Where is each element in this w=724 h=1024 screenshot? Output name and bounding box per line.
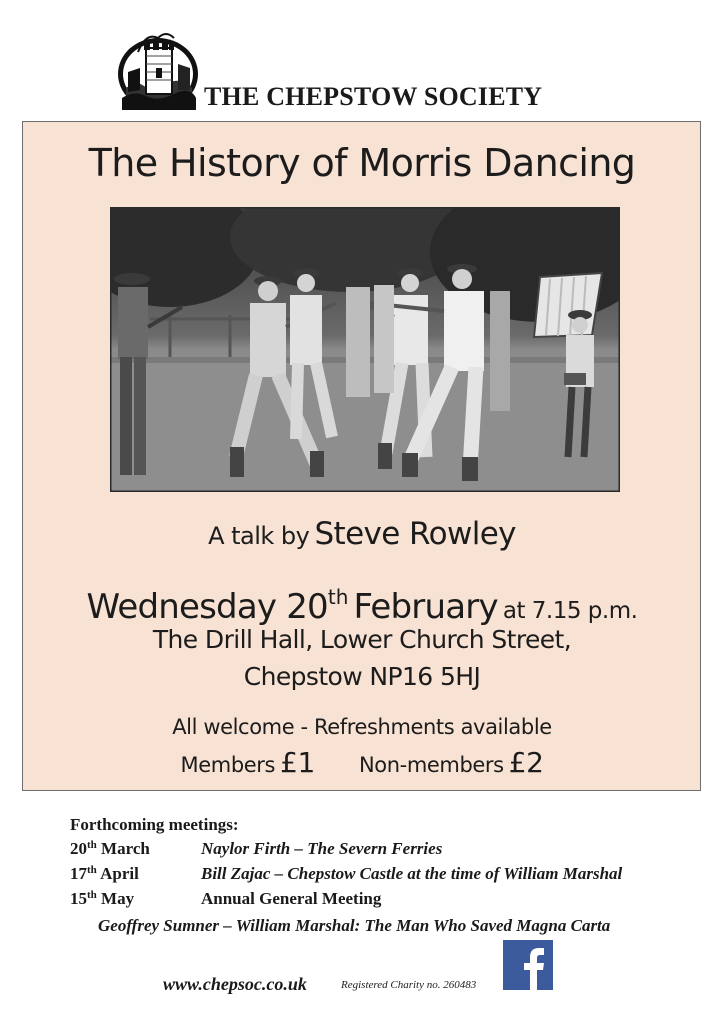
venue-line-1: The Drill Hall, Lower Church Street, bbox=[152, 625, 572, 654]
meeting-day: 17 bbox=[70, 864, 87, 883]
nonmembers-label: Non-members bbox=[359, 753, 504, 777]
event-date-month: February bbox=[353, 587, 498, 627]
meeting-extra-line: Geoffrey Sumner – William Marshal: The Man Who Saved Magna Carta bbox=[98, 916, 611, 935]
event-date-suffix: th bbox=[327, 585, 349, 609]
charity-number: Registered Charity no. 260483 bbox=[341, 979, 477, 991]
facebook-f-glyph bbox=[503, 940, 553, 990]
meeting-date bbox=[70, 887, 134, 911]
event-date-day: Wednesday 20 bbox=[86, 587, 328, 627]
meeting-detail: Annual General Meeting bbox=[201, 889, 382, 908]
meetings-heading: Forthcoming meetings: bbox=[70, 815, 239, 834]
price-line bbox=[0, 744, 724, 786]
members-label: Members bbox=[180, 753, 276, 777]
speaker-prefix: A talk by bbox=[208, 522, 310, 550]
welcome-line: All welcome - Refreshments available bbox=[172, 715, 552, 739]
meeting-month: May bbox=[101, 889, 135, 908]
members-price: £1 bbox=[280, 746, 315, 779]
meeting-day-suffix: th bbox=[87, 839, 97, 851]
meeting-day-suffix: th bbox=[87, 889, 97, 901]
meeting-date bbox=[70, 862, 139, 886]
meeting-day-suffix: th bbox=[87, 864, 97, 876]
talk-title: The History of Morris Dancing bbox=[88, 141, 636, 185]
org-title: THE CHEPSTOW SOCIETY bbox=[204, 82, 543, 111]
event-time: at 7.15 p.m. bbox=[502, 598, 638, 624]
meeting-row bbox=[70, 887, 710, 911]
meeting-row bbox=[70, 837, 710, 861]
website-link[interactable]: www.chepsoc.co.uk bbox=[163, 974, 307, 994]
castle-logo-icon bbox=[116, 28, 200, 112]
meeting-row bbox=[70, 862, 710, 886]
morris-dancers-photo bbox=[110, 207, 620, 492]
meeting-detail: Bill Zajac – Chepstow Castle at the time of William Marshal bbox=[201, 864, 623, 883]
speaker-name: Steve Rowley bbox=[314, 516, 516, 552]
meeting-detail: Naylor Firth – The Severn Ferries bbox=[201, 839, 443, 858]
meeting-day: 15 bbox=[70, 889, 87, 908]
speaker-line bbox=[0, 514, 724, 559]
meeting-month: April bbox=[100, 864, 139, 883]
venue-line-2: Chepstow NP16 5HJ bbox=[243, 662, 481, 691]
meeting-month: March bbox=[101, 839, 150, 858]
meeting-date bbox=[70, 837, 150, 861]
nonmembers-price: £2 bbox=[508, 746, 544, 779]
meeting-day: 20 bbox=[70, 839, 87, 858]
facebook-icon[interactable] bbox=[503, 940, 553, 990]
